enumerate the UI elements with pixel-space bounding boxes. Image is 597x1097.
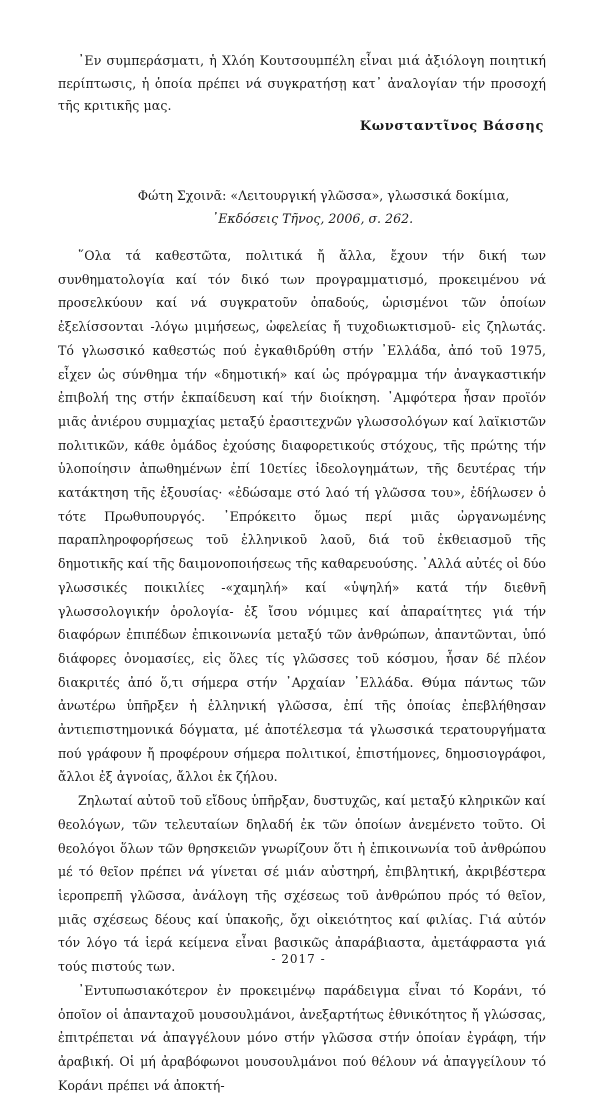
intro-paragraph: ᾽Εν συμπεράσματι, ἡ Χλόη Κουτσουμπέλη εἶναι μιά ἀξιόλογη ποιητική περίπτωσις, ἡ ὁποία πρέπει νά συγκρατήσῃ κατ᾽ ἀναλογίαν τήν προσοχή τῆς κριτικῆς μας. [58, 53, 546, 113]
body-paragraph-3: ᾽Εντυπωσιακότερον ἐν προκειμένῳ παράδειγμα εἶναι τό Κοράνι, τό ὁποῖον οἱ ἁπανταχοῦ μουσουλμάνοι, ἀνεξαρτήτως ἐθνικότητος ἤ γλώσσας, ἐπιτρέπεται νά ἀπαγγέλουν μόνο στήν γλῶσσα στήν ὁποίαν ἐγράφη, τήν ἀραβική. Οἱ μή ἀραβόφωνοι μουσουλμάνοι πού θέλουν νά ἀπαγγείλουν τό Κοράνι πρέπει νά ἀποκτή- [58, 982, 546, 1093]
book-citation [0, 184, 597, 230]
citation-publisher-line: ᾽Εκδόσεις Τῆνος, 2006, σ. 262. [211, 211, 414, 226]
citation-title-line: Φώτη Σχοινᾶ: «Λειτουργική γλῶσσα», γλωσσικά δοκίμια, [137, 188, 510, 203]
author-signature: Κωνσταντῖνος Βάσσης [359, 119, 544, 134]
body-paragraph-2: Ζηλωταί αὐτοῦ τοῦ εἴδους ὑπῆρξαν, δυστυχῶς, καί μεταξύ κληρικῶν καί θεολόγων, τῶν τελευταίων δηλαδή ἐκ τῶν ὁποίων ἀνεμένετο τοῦτο. Οἱ θεολόγοι ὅλων τῶν θρησκειῶν γνωρίζουν ὅτι ἡ ἐπικοινωνία τοῦ ἀνθρώπου μέ τό θεῖον πρέπει νά γίνεται σέ μιάν αὐστηρή, ἐπιβλητική, ἀκριβέστερα ἱεροπρεπῆ γλῶσσα, ἀνάλογη τῆς σχέσεως τοῦ ἀνθρώπου πρός τό θεῖον, μιᾶς σχέσεως δέους καί ὑπακοῆς, ὄχι οἰκειότητος καί φιλίας. Γιά αὐτόν τόν λόγο τά ἱερά κείμενα εἶναι βασικῶς ἀπαράβιαστα, ἀμετάφραστα γιά τούς πιστούς των. [58, 793, 546, 975]
article-body [58, 244, 546, 1097]
page-number: - 2017 - [271, 952, 326, 966]
body-paragraph-1: ῞Ολα τά καθεστῶτα, πολιτικά ἤ ἄλλα, ἔχουν τήν δική των συνθηματολογία καί τόν δικό των προγραμματισμό, προκειμένου νά προσελκύουν καί νά συγκρατοῦν ὀπαδούς, ὡρισμένοι τῶν ὁποίων ἐξελίσσονται -λόγω μιμήσεως, ὠφελείας ἤ τυχοδιωκτισμοῦ- εἰς ζηλωτάς. Τό γλωσσικό καθεστώς πού ἐγκαθιδρύθη στήν ᾽Ελλάδα, ἀπό τοῦ 1975, εἶχεν ὡς σύνθημα τήν «δημοτική» καί ὡς πρόγραμμα τήν ἀναγκαστικήν ἐπιβολή της στήν ἐκπαίδευση καί τήν διοίκηση. ᾽Αμφότερα ἦσαν προϊόν μιᾶς ἀνιέρου συμμαχίας μεταξύ ἐρασιτεχνῶν γλωσσολόγων καί λαϊκιστῶν πολιτικῶν, κάθε ὁμάδος ἐχούσης διαφορετικούς στόχους, τῆς πρώτης τήν ὑλοποίησιν ἀπωθημένων ἐπί 10ετίες ἰδεολογημάτων, τῆς δευτέρας τήν κατάκτηση τῆς ἐξουσίας· «ἐδώσαμε στό λαό τή γλῶσσα του», ἐδήλωσεν ὁ τότε Πρωθυπουργός. ᾽Επρόκειτο ὅμως περί μιᾶς ὠργανωμένης παραπληροφορήσεως τοῦ ἑλληνικοῦ λαοῦ, διά τοῦ ἐκθειασμοῦ τῆς δημοτικῆς καί τῆς δαιμονοποιήσεως τῆς καθαρευούσης. ᾽Αλλά αὐτές οἱ δύο γλωσσικές ποικιλίες -«χαμηλή» καί «ὑψηλή» κατά τήν διεθνῆ γλωσσολογικήν ὁρολογία- ἐξ ἴσου νόμιμες καί ἀπαραίτητες γιά τήν διαφόρων ἐπιπέδων ἐπικοινωνία μεταξύ τῶν ἀνθρώπων, ἀπαντῶνται, ὑπό διάφορες ὀνομασίες, εἰς ὅλες τίς γλῶσσες τοῦ κόσμου, ἦσαν δέ πλέον διακριτές ἀπό ὅ,τι σήμερα στήν ᾽Αρχαίαν ᾽Ελλάδα. Θύμα πάντως τῶν ἀνωτέρω ὑπῆρξεν ἡ ἑλληνική γλῶσσα, ἐπί τῆς ὁποίας ἐπεβλήθησαν ἀντιεπιστημονικά δόγματα, μέ ἀποτέλεσμα τά γλωσσικά τερατουργήματα πού γράφουν ἤ προφέρουν σήμερα πολιτικοί, ἐπιστήμονες, δημοσιογράφοι, ἄλλοι ἐξ ἀγνοίας, ἄλλοι ἐκ ζήλου. [58, 248, 546, 785]
